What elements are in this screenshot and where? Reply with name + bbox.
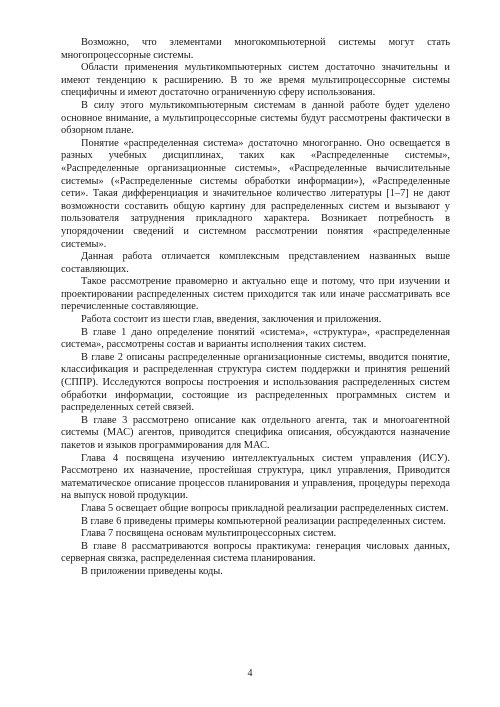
paragraph: Глава 4 посвящена изучению интеллектуальных систем управления (ИСУ). Рассмотрено их назначение, простейшая структура, цикл управления, Приводится математическое описание процессов планирования и управления, процедуры перехода на выпуск новой продукции. [61,452,450,502]
paragraph: В приложении приведены коды. [81,565,223,577]
paragraph: В главе 6 приведены примеры компьютерной реализации распределенных систем. [81,515,446,527]
paragraph: Понятие «распределенная система» достаточно многогранно. Оно освещается в разных учебных дисциплинах, таких как «Распределенные системы», «Распределенные организационные системы», «Распределенные вычислительные системы» («Распределенные системы обработки информации»), «Распределенные сети». Такая дифференциация и значительное количество литературы [1–7] не дают возможности составить общую картину для распределенных систем и вызывают у пользователя затруднения прикладного характера. Возникает потребность в упорядочении сведений и системном рассмотрении понятия «распределенные системы». [61,137,450,250]
paragraph: В главе 1 дано определение понятий «система», «структура», «распределенная система», рассмотрены состав и варианты исполнения таких систем. [61,326,450,351]
paragraph: В силу этого мультикомпьютерным системам в данной работе будет уделено основное внимание, а мультипроцессорные системы будут рассмотрены фактически в обзорном плане. [61,99,450,137]
paragraph: Работа состоит из шести глав, введения, заключения и приложения. [81,314,382,326]
page-number: 4 [247,668,253,679]
paragraph: Данная работа отличается комплексным представлением названных выше составляющих. [61,251,450,275]
paragraph: Глава 5 освещает общие вопросы прикладной реализации распределенных систем. [81,502,449,514]
paragraph: Такое рассмотрение правомерно и актуально еще и потому, что при изучении и проектировании распределенных систем приходится так или иначе рассматривать все перечисленные составляющие. [61,276,450,313]
paragraph: Возможно, что элементами многокомпьютерной системы могут стать многопроцессорные системы. [61,37,450,61]
paragraph: Глава 7 посвящена основам мультипроцессорных систем. [81,528,337,540]
paragraph: В главе 3 рассмотрено описание как отдельного агента, так и многоагентной системы (МАС) агентов, приводится специфика описания, обсуждаются назначение пакетов и языков программирования для МАС. [61,414,450,451]
paragraph: Области применения мультикомпьютерных систем достаточно значительны и имеют тенденцию к расширению. В то же время мультипроцессорные системы специфичны и имеют достаточно ограниченную сферу использования. [61,62,450,99]
document-body [61,37,450,579]
paragraph: В главе 2 описаны распределенные организационные системы, вводится понятие, классификация и распределенная структура систем поддержки и принятия решений (СППР). Исследуются вопросы построения и использования распределенных систем обработки информации, состоящие из распределенных программных систем и распределенных сетей связей. [61,351,450,414]
paragraph: В главе 8 рассматриваются вопросы практикума: генерация числовых данных, серверная связка, распределенная система планирования. [61,540,450,565]
